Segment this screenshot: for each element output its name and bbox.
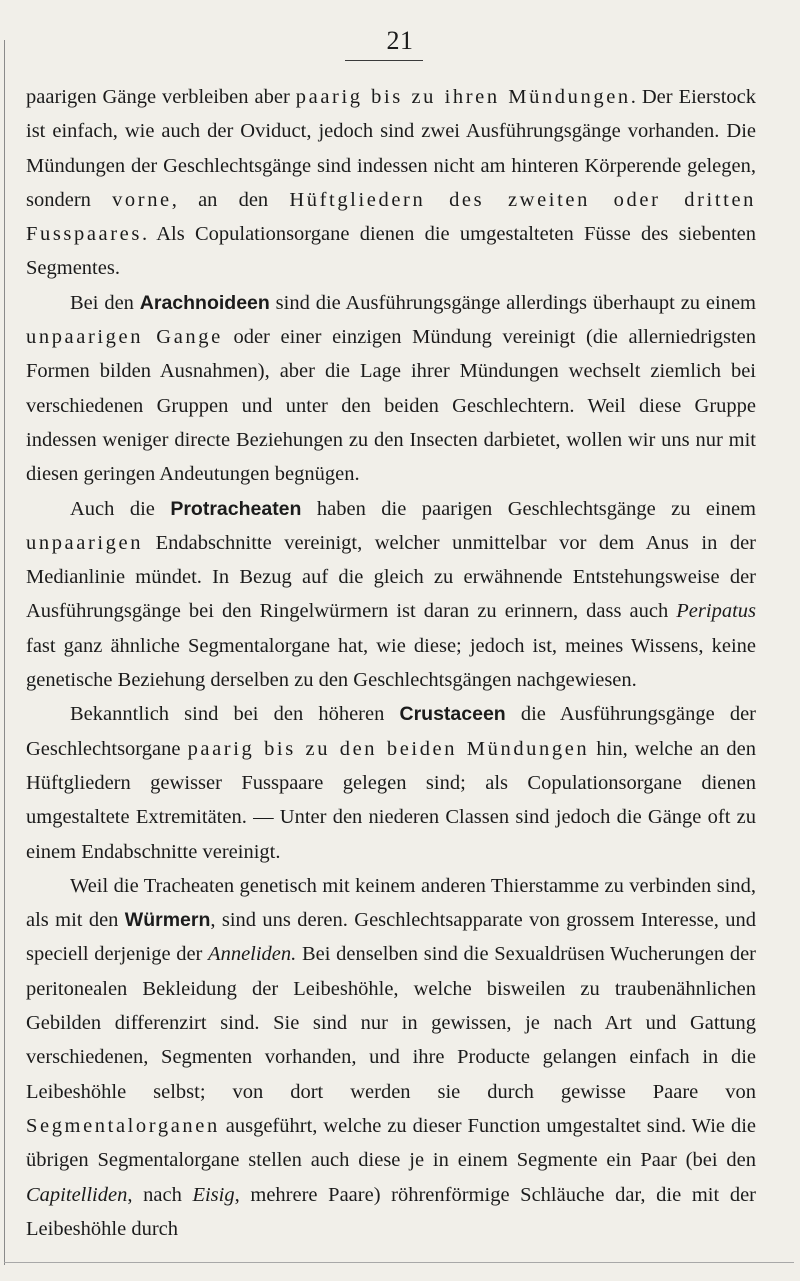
body-text bbox=[26, 80, 756, 1246]
text-run: Weil die Tracheaten genetisch mit keinem anderen Thierstamme zu verbinden sind, als mit den bbox=[26, 874, 756, 932]
taxon-heading: Crustaceen bbox=[399, 703, 506, 726]
spaced-emphasis: Hüftgliedern des zweiten oder dritten Fusspaares bbox=[26, 188, 756, 246]
italic-name: Peripatus bbox=[676, 600, 756, 623]
text-run: die Ausführungsgänge der Geschlechtsorgane bbox=[26, 703, 756, 760]
spaced-emphasis: paarig bis zu ihren Mündungen bbox=[295, 86, 631, 108]
text-run: , sind uns deren. Geschlechtsapparate von grossem Interesse, und speciell derjenige der bbox=[26, 909, 756, 966]
text-run: , nach bbox=[127, 1183, 193, 1206]
paragraph bbox=[26, 286, 756, 492]
text-run: oder einer einzigen Mündung vereinigt (die allerniedrigsten Formen bilden Ausnahmen), aber die Lage ihrer Mündungen wechselt ziemlich bei verschiedenen Gruppen und unter den beiden Geschlechtern. Weil diese Gruppe indessen weniger directe Beziehungen zu den Insecten darbietet, wollen wir uns nur mit diesen geringen Andeutungen begnügen. bbox=[26, 326, 756, 486]
text-run: fast ganz ähnliche Segmentalorgane hat, wie diese; jedoch ist, meines Wissens, keine genetische Beziehung derselben zu den Geschlechtsgängen nachgewiesen. bbox=[26, 634, 756, 692]
page-number: 21 bbox=[386, 26, 414, 55]
italic-name: Eisig bbox=[192, 1183, 235, 1206]
text-run: Bei den bbox=[70, 291, 140, 314]
paragraph bbox=[26, 80, 756, 286]
spaced-emphasis: unpaarigen Gange bbox=[26, 326, 223, 349]
paragraph bbox=[26, 492, 756, 698]
spaced-emphasis: vorne bbox=[112, 188, 172, 211]
text-run: . Der Eierstock ist einfach, wie auch der Oviduct, jedoch sind zwei Ausführungsgänge vorhanden. Die Mündungen der Geschlechtsgänge sind indessen nicht am hinteren Körperende gelegen, sondern bbox=[26, 86, 756, 211]
taxon-heading: Würmern bbox=[124, 909, 211, 932]
italic-name: Anneliden. bbox=[208, 943, 297, 966]
page-gutter-edge bbox=[4, 40, 5, 1265]
text-run: Auch die bbox=[70, 497, 171, 520]
taxon-heading: Arachnoideen bbox=[139, 291, 270, 314]
text-run: ausgeführt, welche zu dieser Function umgestaltet sind. Wie die übrigen Segmentalorgane stellen auch diese je in einem Segmente ein Paar (bei den bbox=[26, 1114, 756, 1172]
text-run: hin, welche an den Hüftgliedern gewisser Fusspaare gelegen sind; als Copulationsorgane dienen umgestaltete Extremitäten. — Unter den niederen Classen sind jedoch die Gänge oft zu einem Endabschnitte vereinigt. bbox=[26, 737, 756, 863]
taxon-heading: Protracheaten bbox=[170, 497, 302, 520]
paragraph bbox=[26, 869, 756, 1246]
bottom-page-edge bbox=[4, 1262, 794, 1263]
text-run: haben die paarigen Geschlechtsgänge zu einem bbox=[301, 497, 757, 520]
text-run: Bei denselben sind die Sexualdrüsen Wucherungen der peritonealen Bekleidung der Leibeshöhle, welche bisweilen zu traubenähnlichen Gebilden differenzirt sind. Sie sind nur in gewissen, je nach Art und Gattung verschiedenen, Segmenten vorhanden, und ihre Producte gelangen einfach in die Leibeshöhle selbst; von dort werden sie durch gewisse Paare von bbox=[26, 943, 756, 1103]
text-run: . Als Copulationsorgane dienen die umgestalteten Füsse des siebenten Segmentes. bbox=[26, 223, 756, 280]
italic-name: Capitelliden bbox=[26, 1183, 128, 1206]
text-run: Bekanntlich sind bei den höheren bbox=[70, 703, 400, 726]
text-run: paarigen Gänge verbleiben aber bbox=[26, 86, 296, 108]
paragraph bbox=[26, 697, 756, 868]
spaced-emphasis: Segmentalorganen bbox=[26, 1114, 220, 1137]
text-run: Endabschnitte vereinigt, welcher unmittelbar vor dem Anus in der Medianlinie mündet. In Bezug auf die gleich zu erwähnende Entstehungsweise der Ausführungsgänge bei den Ringelwürmern ist daran zu erinnern, dass auch bbox=[26, 531, 756, 623]
text-run: , an den bbox=[171, 188, 290, 211]
page-number-underline bbox=[345, 60, 423, 61]
spaced-emphasis: paarig bis zu den beiden Mündungen bbox=[187, 737, 590, 760]
spaced-emphasis: unpaarigen bbox=[26, 531, 144, 554]
text-run: sind die Ausführungsgänge allerdings überhaupt zu einem bbox=[269, 291, 756, 314]
text-run: , mehrere Paare) röhrenförmige Schläuche dar, die mit der Leibeshöhle durch bbox=[26, 1183, 757, 1240]
